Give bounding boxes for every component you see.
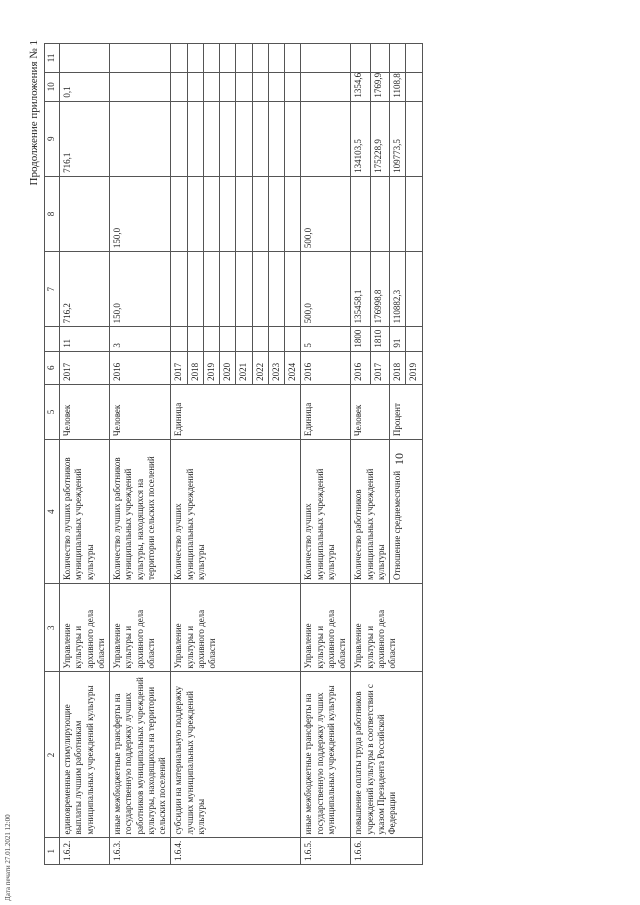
value-col-10 <box>285 72 301 101</box>
value-col-7 <box>285 252 301 327</box>
row-executor: Управление культуры и архивного дела области <box>301 583 351 672</box>
value-col-10: 1108,8 <box>390 72 406 101</box>
row-unit: Человек <box>60 384 110 439</box>
table-row <box>60 44 110 865</box>
year-cell: 2019 <box>406 351 422 384</box>
base-value-cell <box>406 327 422 351</box>
value-col-7 <box>236 252 252 327</box>
value-col-11 <box>236 44 252 73</box>
value-col-11 <box>285 44 301 73</box>
value-col-8 <box>236 176 252 251</box>
row-code: 1.6.3. <box>110 838 171 865</box>
base-value-cell <box>203 327 219 351</box>
year-cell: 2024 <box>285 351 301 384</box>
value-col-7 <box>220 252 236 327</box>
header-cell: 6 <box>45 351 60 384</box>
value-col-11 <box>390 44 406 73</box>
row-indicator: Количество лучших муниципальных учреждений культуры <box>301 440 351 584</box>
value-col-8 <box>220 176 236 251</box>
value-col-10 <box>268 72 284 101</box>
row-code: 1.6.5. <box>301 838 351 865</box>
value-col-10 <box>301 72 351 101</box>
row-executor: Управление культуры и архивного дела области <box>351 583 422 672</box>
value-col-10 <box>203 72 219 101</box>
value-col-7: 150,0 <box>110 252 171 327</box>
header-row <box>45 44 60 865</box>
row-indicator: Количество лучших работников муниципальных учреждений культуры <box>60 440 110 584</box>
value-col-11 <box>203 44 219 73</box>
row-name: субсидии на материальную поддержку лучших муниципальных учреждений культуры <box>171 672 301 838</box>
value-col-11 <box>406 44 422 73</box>
value-col-8 <box>370 176 389 251</box>
row-name: иные межбюджетные трансферты на государственную поддержку лучших муниципальных учреждений культуры <box>301 672 351 838</box>
value-col-7 <box>187 252 203 327</box>
year-cell: 2021 <box>236 351 252 384</box>
row-name: повышение оплаты труда работников учреждений культуры в соответствии с указом Президента Российской Федерации <box>351 672 422 838</box>
value-col-10: 1354,6 <box>351 72 370 101</box>
value-col-8 <box>60 176 110 251</box>
value-col-11 <box>268 44 284 73</box>
value-col-9: 109773,5 <box>390 101 406 176</box>
table-row <box>171 44 187 865</box>
value-col-9 <box>285 101 301 176</box>
row-unit: Единица <box>301 384 351 439</box>
row-unit: Человек <box>110 384 171 439</box>
value-col-11 <box>220 44 236 73</box>
value-col-8 <box>203 176 219 251</box>
base-value-cell <box>171 327 187 351</box>
base-value-cell <box>187 327 203 351</box>
base-value-cell <box>220 327 236 351</box>
value-col-7 <box>268 252 284 327</box>
value-col-7 <box>252 252 268 327</box>
header-cell: 7 <box>45 252 60 327</box>
header-cell: 5 <box>45 384 60 439</box>
value-col-9 <box>252 101 268 176</box>
header-cell: 9 <box>45 101 60 176</box>
value-col-9 <box>203 101 219 176</box>
row-executor: Управление культуры и архивного дела области <box>110 583 171 672</box>
value-col-7 <box>406 252 422 327</box>
value-col-10 <box>236 72 252 101</box>
value-col-9 <box>187 101 203 176</box>
value-col-8 <box>171 176 187 251</box>
value-col-8 <box>351 176 370 251</box>
appendix-note: Продолжение приложения № 1 <box>28 40 40 186</box>
value-col-9 <box>236 101 252 176</box>
value-col-10: 1769,9 <box>370 72 389 101</box>
row-indicator: Количество лучших муниципальных учреждений культуры <box>171 440 301 584</box>
value-col-8 <box>406 176 422 251</box>
value-col-7: 176998,8 <box>370 252 389 327</box>
year-cell: 2017 <box>60 351 110 384</box>
base-value-cell <box>236 327 252 351</box>
year-cell: 2018 <box>187 351 203 384</box>
base-value-cell <box>285 327 301 351</box>
base-value-cell <box>252 327 268 351</box>
value-col-11 <box>351 44 370 73</box>
row-indicator-secondary: Отношение среднемесячной <box>390 440 423 584</box>
value-col-9 <box>268 101 284 176</box>
base-value-cell: 11 <box>60 327 110 351</box>
value-col-9 <box>301 101 351 176</box>
year-cell: 2018 <box>390 351 406 384</box>
row-indicator: Количество лучших работников муниципальных учреждений культуры, находящихся на территории сельских поселений <box>110 440 171 584</box>
header-cell: 3 <box>45 583 60 672</box>
value-col-9: 716,1 <box>60 101 110 176</box>
header-cell: 11 <box>45 44 60 73</box>
base-value-cell: 1810 <box>370 327 389 351</box>
header-cell: 4 <box>45 440 60 584</box>
value-col-10 <box>110 72 171 101</box>
base-value-cell: 91 <box>390 327 406 351</box>
row-unit-secondary: Процент <box>390 384 423 439</box>
value-col-10 <box>220 72 236 101</box>
table-row <box>351 44 370 865</box>
base-value-cell <box>268 327 284 351</box>
row-executor: Управление культуры и архивного дела области <box>60 583 110 672</box>
value-col-7: 500,0 <box>301 252 351 327</box>
table-row <box>301 44 351 865</box>
value-col-9 <box>220 101 236 176</box>
value-col-10: 0,1 <box>60 72 110 101</box>
row-code: 1.6.6. <box>351 838 422 865</box>
value-col-8 <box>187 176 203 251</box>
value-col-11 <box>187 44 203 73</box>
value-col-11 <box>252 44 268 73</box>
year-cell: 2017 <box>171 351 187 384</box>
value-col-11 <box>110 44 171 73</box>
year-cell: 2017 <box>370 351 389 384</box>
row-indicator: Количество работников муниципальных учреждений культуры <box>351 440 390 584</box>
value-col-8 <box>285 176 301 251</box>
header-cell: 2 <box>45 672 60 838</box>
page-number: 10 <box>392 453 406 465</box>
header-cell <box>45 327 60 351</box>
row-executor: Управление культуры и архивного дела области <box>171 583 301 672</box>
base-value-cell: 3 <box>110 327 171 351</box>
value-col-7: 110882,3 <box>390 252 406 327</box>
value-col-11 <box>301 44 351 73</box>
header-cell: 1 <box>45 838 60 865</box>
row-unit: Единица <box>171 384 301 439</box>
value-col-10 <box>187 72 203 101</box>
value-col-7 <box>171 252 187 327</box>
value-col-9 <box>110 101 171 176</box>
year-cell: 2016 <box>301 351 351 384</box>
table-body <box>60 44 423 865</box>
value-col-9: 134103,5 <box>351 101 370 176</box>
base-value-cell: 5 <box>301 327 351 351</box>
print-date: Дата печати 27.01.2021 12:00 <box>4 814 12 901</box>
program-table <box>44 43 423 865</box>
row-name: единовременные стимулирующие выплаты лучшим работникам муниципальных учреждений культуры <box>60 672 110 838</box>
year-cell: 2022 <box>252 351 268 384</box>
value-col-8: 500,0 <box>301 176 351 251</box>
value-col-10 <box>406 72 422 101</box>
value-col-11 <box>60 44 110 73</box>
value-col-7: 716,2 <box>60 252 110 327</box>
row-unit: Человек <box>351 384 390 439</box>
value-col-10 <box>171 72 187 101</box>
value-col-9: 175228,9 <box>370 101 389 176</box>
value-col-9 <box>171 101 187 176</box>
value-col-8 <box>252 176 268 251</box>
year-cell: 2016 <box>351 351 370 384</box>
header-cell: 10 <box>45 72 60 101</box>
header-cell: 8 <box>45 176 60 251</box>
value-col-7 <box>203 252 219 327</box>
value-col-11 <box>370 44 389 73</box>
year-cell: 2016 <box>110 351 171 384</box>
value-col-10 <box>252 72 268 101</box>
row-name: иные межбюджетные трансферты на государственную поддержку лучших работников муниципальных учреждений культуры, находящихся на территории сельских поселений <box>110 672 171 838</box>
value-col-8: 150,0 <box>110 176 171 251</box>
table-row <box>110 44 171 865</box>
value-col-8 <box>268 176 284 251</box>
year-cell: 2019 <box>203 351 219 384</box>
value-col-7: 135458,1 <box>351 252 370 327</box>
value-col-11 <box>171 44 187 73</box>
row-code: 1.6.4. <box>171 838 301 865</box>
base-value-cell: 1800 <box>351 327 370 351</box>
row-code: 1.6.2. <box>60 838 110 865</box>
value-col-9 <box>406 101 422 176</box>
value-col-8 <box>390 176 406 251</box>
year-cell: 2020 <box>220 351 236 384</box>
year-cell: 2023 <box>268 351 284 384</box>
